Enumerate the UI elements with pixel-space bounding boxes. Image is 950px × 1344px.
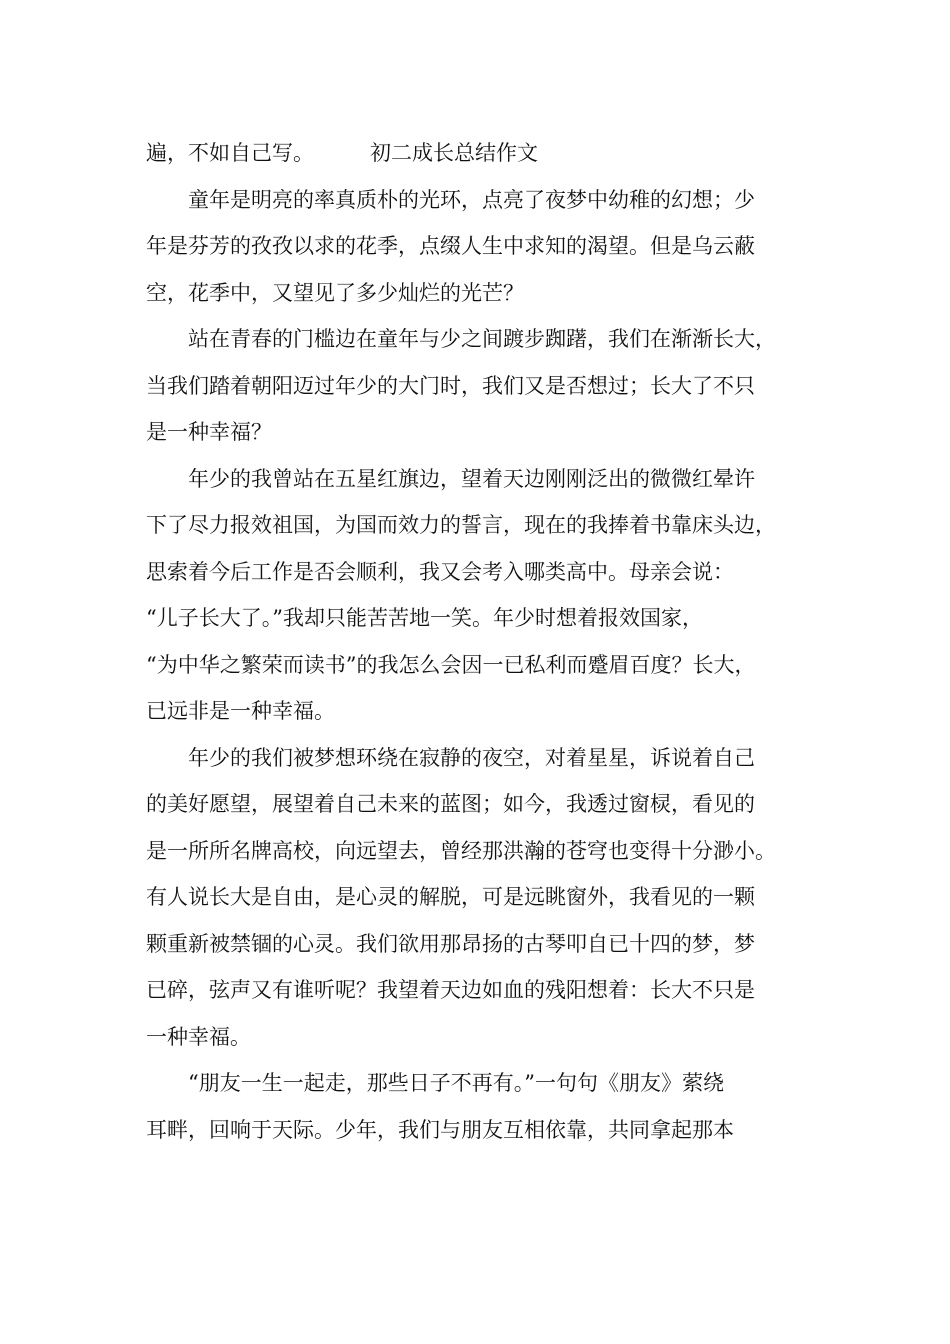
- text-line: 已远非是一种幸福。: [146, 699, 335, 723]
- first-line: [146, 130, 826, 177]
- essay-title: 初二成长总结作文: [370, 141, 538, 165]
- text-line: “为中华之繁荣而读书”的我怎么会因一已私利而蹙眉百度？长大，: [146, 652, 756, 677]
- text-line: 下了尽力报效祖国，为国而效力的誓言，现在的我捧着书靠床头边，: [146, 513, 776, 537]
- text-line: 年少的我曾站在五星红旗边，望着天边刚刚泛出的微微红晕许: [188, 466, 755, 491]
- text-line: 是一种幸福？: [146, 420, 272, 444]
- essay-lines: [146, 177, 826, 1154]
- text-line: 是一所所名牌高校，向远望去，曾经那洪瀚的苍穹也变得十分渺小。: [146, 838, 776, 863]
- text-line: 站在青春的门槛边在童年与少之间踱步踟躇，我们在渐渐长大，: [188, 327, 776, 351]
- text-line: 颗重新被禁锢的心灵。我们欲用那昂扬的古琴叩自已十四的梦，梦: [146, 931, 755, 956]
- text-line: 的美好愿望，展望着自己未来的蓝图；如今，我透过窗棂，看见的: [146, 792, 755, 816]
- first-line-start: 遍，不如自己写。: [146, 141, 314, 165]
- text-line: 已碎，弦声又有谁听呢？我望着天边如血的残阳想着：长大不只是: [146, 978, 755, 1002]
- text-line: 当我们踏着朝阳迈过年少的大门时，我们又是否想过；长大了不只: [146, 373, 755, 398]
- text-line: 一种幸福。: [146, 1024, 251, 1049]
- text-line: 耳畔，回响于天际。少年，我们与朋友互相依靠，共同拿起那本: [146, 1117, 734, 1142]
- text-line: 童年是明亮的率真质朴的光环，点亮了夜梦中幼稚的幻想；少: [188, 187, 755, 212]
- text-line: 年少的我们被梦想环绕在寂静的夜空，对着星星，诉说着自己: [188, 745, 755, 770]
- text-line: 有人说长大是自由，是心灵的解脱，可是远眺窗外，我看见的一颗: [146, 885, 755, 909]
- text-line: 年是芬芳的孜孜以求的花季，点缀人生中求知的渴望。但是乌云蔽: [146, 234, 755, 258]
- text-line: “儿子长大了。”我却只能苦苦地一笑。年少时想着报效国家，: [146, 606, 703, 630]
- essay-body: [146, 130, 826, 1153]
- text-line: 空，花季中，又望见了多少灿烂的光芒？: [146, 280, 524, 305]
- text-line: “朋友一生一起走，那些日子不再有。”一句句《朋友》萦绕: [188, 1071, 724, 1095]
- text-line: 思索着今后工作是否会顺利，我又会考入哪类高中。母亲会说：: [146, 559, 734, 584]
